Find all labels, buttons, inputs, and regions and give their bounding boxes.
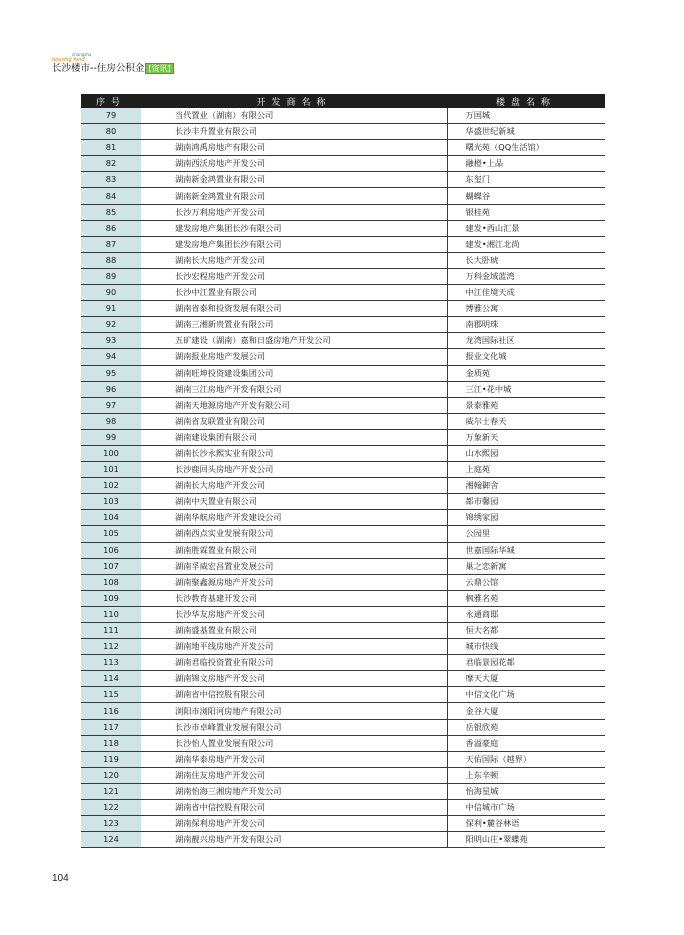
row-number: 109 bbox=[81, 590, 141, 606]
developer-name: 湖南西沃房地产开发公司 bbox=[141, 156, 447, 172]
table-row bbox=[81, 526, 605, 542]
table-row bbox=[81, 108, 605, 124]
table-row bbox=[81, 349, 605, 365]
property-name: 万国城 bbox=[447, 108, 605, 124]
row-number: 89 bbox=[81, 268, 141, 284]
developer-name: 湖南锦文房地产开发公司 bbox=[141, 671, 447, 687]
property-name: 景泰雅苑 bbox=[447, 397, 605, 413]
table-row bbox=[81, 156, 605, 172]
property-name: 万象新天 bbox=[447, 429, 605, 445]
table-body bbox=[81, 108, 605, 848]
row-number: 94 bbox=[81, 349, 141, 365]
row-number: 119 bbox=[81, 751, 141, 767]
row-number: 122 bbox=[81, 800, 141, 816]
table-row bbox=[81, 285, 605, 301]
developer-name: 湖南长沙永熙实业有限公司 bbox=[141, 445, 447, 461]
row-number: 84 bbox=[81, 188, 141, 204]
developer-name: 湖南长大房地产开发公司 bbox=[141, 478, 447, 494]
table-row bbox=[81, 687, 605, 703]
property-name: 金质苑 bbox=[447, 365, 605, 381]
developer-name: 浏阳市浏阳河房地产有限公司 bbox=[141, 703, 447, 719]
table-row bbox=[81, 751, 605, 767]
property-name: 曙光苑（QQ生活馆） bbox=[447, 140, 605, 156]
row-number: 116 bbox=[81, 703, 141, 719]
property-name: 中信文化广场 bbox=[447, 687, 605, 703]
row-number: 108 bbox=[81, 574, 141, 590]
table-row bbox=[81, 590, 605, 606]
property-name: 融橙•上品 bbox=[447, 156, 605, 172]
row-number: 100 bbox=[81, 445, 141, 461]
developer-name: 湖南中天置业有限公司 bbox=[141, 494, 447, 510]
table-row bbox=[81, 462, 605, 478]
property-name: 香溢豪庭 bbox=[447, 735, 605, 751]
developer-name: 湖南保利房地产开发公司 bbox=[141, 816, 447, 832]
table-row bbox=[81, 268, 605, 284]
developer-name: 五矿建设（湖南）嘉和日盛房地产开发公司 bbox=[141, 333, 447, 349]
property-name: 三江•花中城 bbox=[447, 381, 605, 397]
row-number: 106 bbox=[81, 542, 141, 558]
table-row bbox=[81, 816, 605, 832]
table-row bbox=[81, 204, 605, 220]
property-name: 建发•湘江北尚 bbox=[447, 236, 605, 252]
row-number: 85 bbox=[81, 204, 141, 220]
property-name: 东玺门 bbox=[447, 172, 605, 188]
developer-name: 湖南华泰房地产开发公司 bbox=[141, 751, 447, 767]
developer-name: 长沙教育基建开发公司 bbox=[141, 590, 447, 606]
table-row bbox=[81, 236, 605, 252]
table-row bbox=[81, 333, 605, 349]
property-name: 蝴蝶谷 bbox=[447, 188, 605, 204]
property-name: 金谷大厦 bbox=[447, 703, 605, 719]
developer-name: 长沙中江置业有限公司 bbox=[141, 285, 447, 301]
header-title bbox=[52, 63, 174, 75]
table-row bbox=[81, 703, 605, 719]
row-number: 124 bbox=[81, 832, 141, 848]
table-row bbox=[81, 767, 605, 783]
row-number: 105 bbox=[81, 526, 141, 542]
developer-name: 长沙怡人置业发展有限公司 bbox=[141, 735, 447, 751]
property-name: 阳明山庄•翠蝶苑 bbox=[447, 832, 605, 848]
table-row bbox=[81, 800, 605, 816]
developer-name: 湖南聚鑫源房地产开发公司 bbox=[141, 574, 447, 590]
logo-english-text: housing fund bbox=[52, 57, 85, 63]
page-number: 104 bbox=[52, 873, 69, 884]
row-number: 80 bbox=[81, 124, 141, 140]
developer-name: 建发房地产集团长沙有限公司 bbox=[141, 236, 447, 252]
property-name: 保利•麓谷林语 bbox=[447, 816, 605, 832]
row-number: 98 bbox=[81, 413, 141, 429]
property-name: 长大卧琥 bbox=[447, 252, 605, 268]
developer-name: 湖南新金鸿置业有限公司 bbox=[141, 172, 447, 188]
property-name: 龙湾国际社区 bbox=[447, 333, 605, 349]
row-number: 118 bbox=[81, 735, 141, 751]
row-number: 95 bbox=[81, 365, 141, 381]
row-number: 110 bbox=[81, 606, 141, 622]
developer-name: 湖南胜霖置业有限公司 bbox=[141, 542, 447, 558]
property-name: 都市馨园 bbox=[447, 494, 605, 510]
developer-name: 湖南住友房地产开发公司 bbox=[141, 767, 447, 783]
property-name: 城市快线 bbox=[447, 639, 605, 655]
developer-name: 湖南省友联置业有限公司 bbox=[141, 413, 447, 429]
property-name: 云鼎公馆 bbox=[447, 574, 605, 590]
header-badge: [资讯] bbox=[145, 63, 173, 74]
row-number: 91 bbox=[81, 301, 141, 317]
developer-table bbox=[81, 94, 605, 848]
row-number: 104 bbox=[81, 510, 141, 526]
property-name: 中江佳境天成 bbox=[447, 285, 605, 301]
developer-name: 湖南靓兴房地产开发有限公司 bbox=[141, 832, 447, 848]
row-number: 86 bbox=[81, 220, 141, 236]
table-row bbox=[81, 365, 605, 381]
table-header-row bbox=[81, 94, 605, 108]
row-number: 111 bbox=[81, 623, 141, 639]
developer-name: 湖南省中信控股有限公司 bbox=[141, 687, 447, 703]
header-title-text: 长沙楼市--住房公积金 bbox=[52, 63, 145, 74]
developer-name: 湖南君临投资置业有限公司 bbox=[141, 655, 447, 671]
developer-name: 湖南省中信控股有限公司 bbox=[141, 800, 447, 816]
property-name: 报业文化城 bbox=[447, 349, 605, 365]
table-row bbox=[81, 558, 605, 574]
property-name: 中信城市广场 bbox=[447, 800, 605, 816]
property-name: 公园里 bbox=[447, 526, 605, 542]
property-name: 君临景园花都 bbox=[447, 655, 605, 671]
property-name: 万科金域蓝湾 bbox=[447, 268, 605, 284]
table-row bbox=[81, 478, 605, 494]
table-row bbox=[81, 510, 605, 526]
property-name: 南郡明珠 bbox=[447, 317, 605, 333]
table-row bbox=[81, 671, 605, 687]
row-number: 87 bbox=[81, 236, 141, 252]
row-number: 103 bbox=[81, 494, 141, 510]
developer-name: 长沙鹿回头房地产开发公司 bbox=[141, 462, 447, 478]
table-row bbox=[81, 381, 605, 397]
row-number: 123 bbox=[81, 816, 141, 832]
row-number: 117 bbox=[81, 719, 141, 735]
property-name: 博雅公寓 bbox=[447, 301, 605, 317]
property-name: 锦绣家园 bbox=[447, 510, 605, 526]
property-name: 天佑国际（越界） bbox=[447, 751, 605, 767]
table-row bbox=[81, 301, 605, 317]
table-row bbox=[81, 140, 605, 156]
property-name: 摩天大厦 bbox=[447, 671, 605, 687]
row-number: 92 bbox=[81, 317, 141, 333]
row-number: 114 bbox=[81, 671, 141, 687]
row-number: 96 bbox=[81, 381, 141, 397]
header-logo bbox=[52, 52, 212, 78]
table-row bbox=[81, 188, 605, 204]
developer-name: 湖南三湘新贵置业有限公司 bbox=[141, 317, 447, 333]
developer-name: 湖南省泰和投资发展有限公司 bbox=[141, 301, 447, 317]
developer-name: 长沙宏程房地产开发公司 bbox=[141, 268, 447, 284]
row-number: 115 bbox=[81, 687, 141, 703]
property-name: 世嘉国际华城 bbox=[447, 542, 605, 558]
developer-name: 长沙市卓峰置业发展有限公司 bbox=[141, 719, 447, 735]
property-name: 枫雅名苑 bbox=[447, 590, 605, 606]
column-header-number: 序号 bbox=[81, 94, 141, 108]
row-number: 81 bbox=[81, 140, 141, 156]
property-name: 建发•西山汇景 bbox=[447, 220, 605, 236]
row-number: 102 bbox=[81, 478, 141, 494]
table-row bbox=[81, 719, 605, 735]
row-number: 97 bbox=[81, 397, 141, 413]
table-row bbox=[81, 445, 605, 461]
developer-name: 湖南报业房地产发展公司 bbox=[141, 349, 447, 365]
row-number: 82 bbox=[81, 156, 141, 172]
property-name: 山水熙园 bbox=[447, 445, 605, 461]
developer-name: 建发房地产集团长沙有限公司 bbox=[141, 220, 447, 236]
property-name: 岳银欣苑 bbox=[447, 719, 605, 735]
table-row bbox=[81, 220, 605, 236]
table-row bbox=[81, 606, 605, 622]
logo-small-text: changsha bbox=[72, 52, 92, 57]
property-name: 华盛世纪新城 bbox=[447, 124, 605, 140]
table-row bbox=[81, 413, 605, 429]
table-row bbox=[81, 735, 605, 751]
property-name: 湘翰御舍 bbox=[447, 478, 605, 494]
developer-name: 湖南建设集团有限公司 bbox=[141, 429, 447, 445]
row-number: 112 bbox=[81, 639, 141, 655]
table-row bbox=[81, 655, 605, 671]
table-row bbox=[81, 252, 605, 268]
row-number: 93 bbox=[81, 333, 141, 349]
developer-name: 湖南旺坤投资建设集团公司 bbox=[141, 365, 447, 381]
property-name: 永通商邸 bbox=[447, 606, 605, 622]
row-number: 101 bbox=[81, 462, 141, 478]
table-row bbox=[81, 623, 605, 639]
column-header-developer: 开发商名称 bbox=[141, 94, 447, 108]
row-number: 121 bbox=[81, 783, 141, 799]
table-row bbox=[81, 639, 605, 655]
developer-name: 当代置业（湖南）有限公司 bbox=[141, 108, 447, 124]
table-row bbox=[81, 429, 605, 445]
row-number: 79 bbox=[81, 108, 141, 124]
developer-name: 湖南地平线房地产开发公司 bbox=[141, 639, 447, 655]
property-name: 威尔士春天 bbox=[447, 413, 605, 429]
row-number: 113 bbox=[81, 655, 141, 671]
row-number: 88 bbox=[81, 252, 141, 268]
table-row bbox=[81, 397, 605, 413]
developer-name: 湖南盛基置业有限公司 bbox=[141, 623, 447, 639]
developer-name: 长沙丰升置业有限公司 bbox=[141, 124, 447, 140]
developer-name: 湖南怡海三湘房地产开发公司 bbox=[141, 783, 447, 799]
table-row bbox=[81, 832, 605, 848]
property-name: 上庭苑 bbox=[447, 462, 605, 478]
property-name: 上东辛顿 bbox=[447, 767, 605, 783]
developer-name: 湖南新金鸿置业有限公司 bbox=[141, 188, 447, 204]
developer-name: 湖南孚威宏昌置业发展公司 bbox=[141, 558, 447, 574]
row-number: 120 bbox=[81, 767, 141, 783]
table-row bbox=[81, 783, 605, 799]
property-name: 恒大名都 bbox=[447, 623, 605, 639]
row-number: 107 bbox=[81, 558, 141, 574]
developer-name: 湖南华航房地产开发建设公司 bbox=[141, 510, 447, 526]
table-row bbox=[81, 172, 605, 188]
row-number: 90 bbox=[81, 285, 141, 301]
column-header-property: 楼盘名称 bbox=[447, 94, 605, 108]
table-row bbox=[81, 317, 605, 333]
developer-name: 湖南西点实业发展有限公司 bbox=[141, 526, 447, 542]
row-number: 99 bbox=[81, 429, 141, 445]
table-row bbox=[81, 124, 605, 140]
table-row bbox=[81, 574, 605, 590]
developer-name: 湖南长大房地产开发公司 bbox=[141, 252, 447, 268]
property-name: 巢之恋新寓 bbox=[447, 558, 605, 574]
row-number: 83 bbox=[81, 172, 141, 188]
property-name: 怡海星城 bbox=[447, 783, 605, 799]
table-row bbox=[81, 494, 605, 510]
developer-name: 湖南鸿禹房地产有限公司 bbox=[141, 140, 447, 156]
developer-name: 湖南天地源房地产开发有限公司 bbox=[141, 397, 447, 413]
property-name: 银桂苑 bbox=[447, 204, 605, 220]
table-row bbox=[81, 542, 605, 558]
developer-name: 长沙万利房地产开发公司 bbox=[141, 204, 447, 220]
developer-name: 湖南三江房地产开发有限公司 bbox=[141, 381, 447, 397]
developer-name: 长沙华友房地产开发公司 bbox=[141, 606, 447, 622]
